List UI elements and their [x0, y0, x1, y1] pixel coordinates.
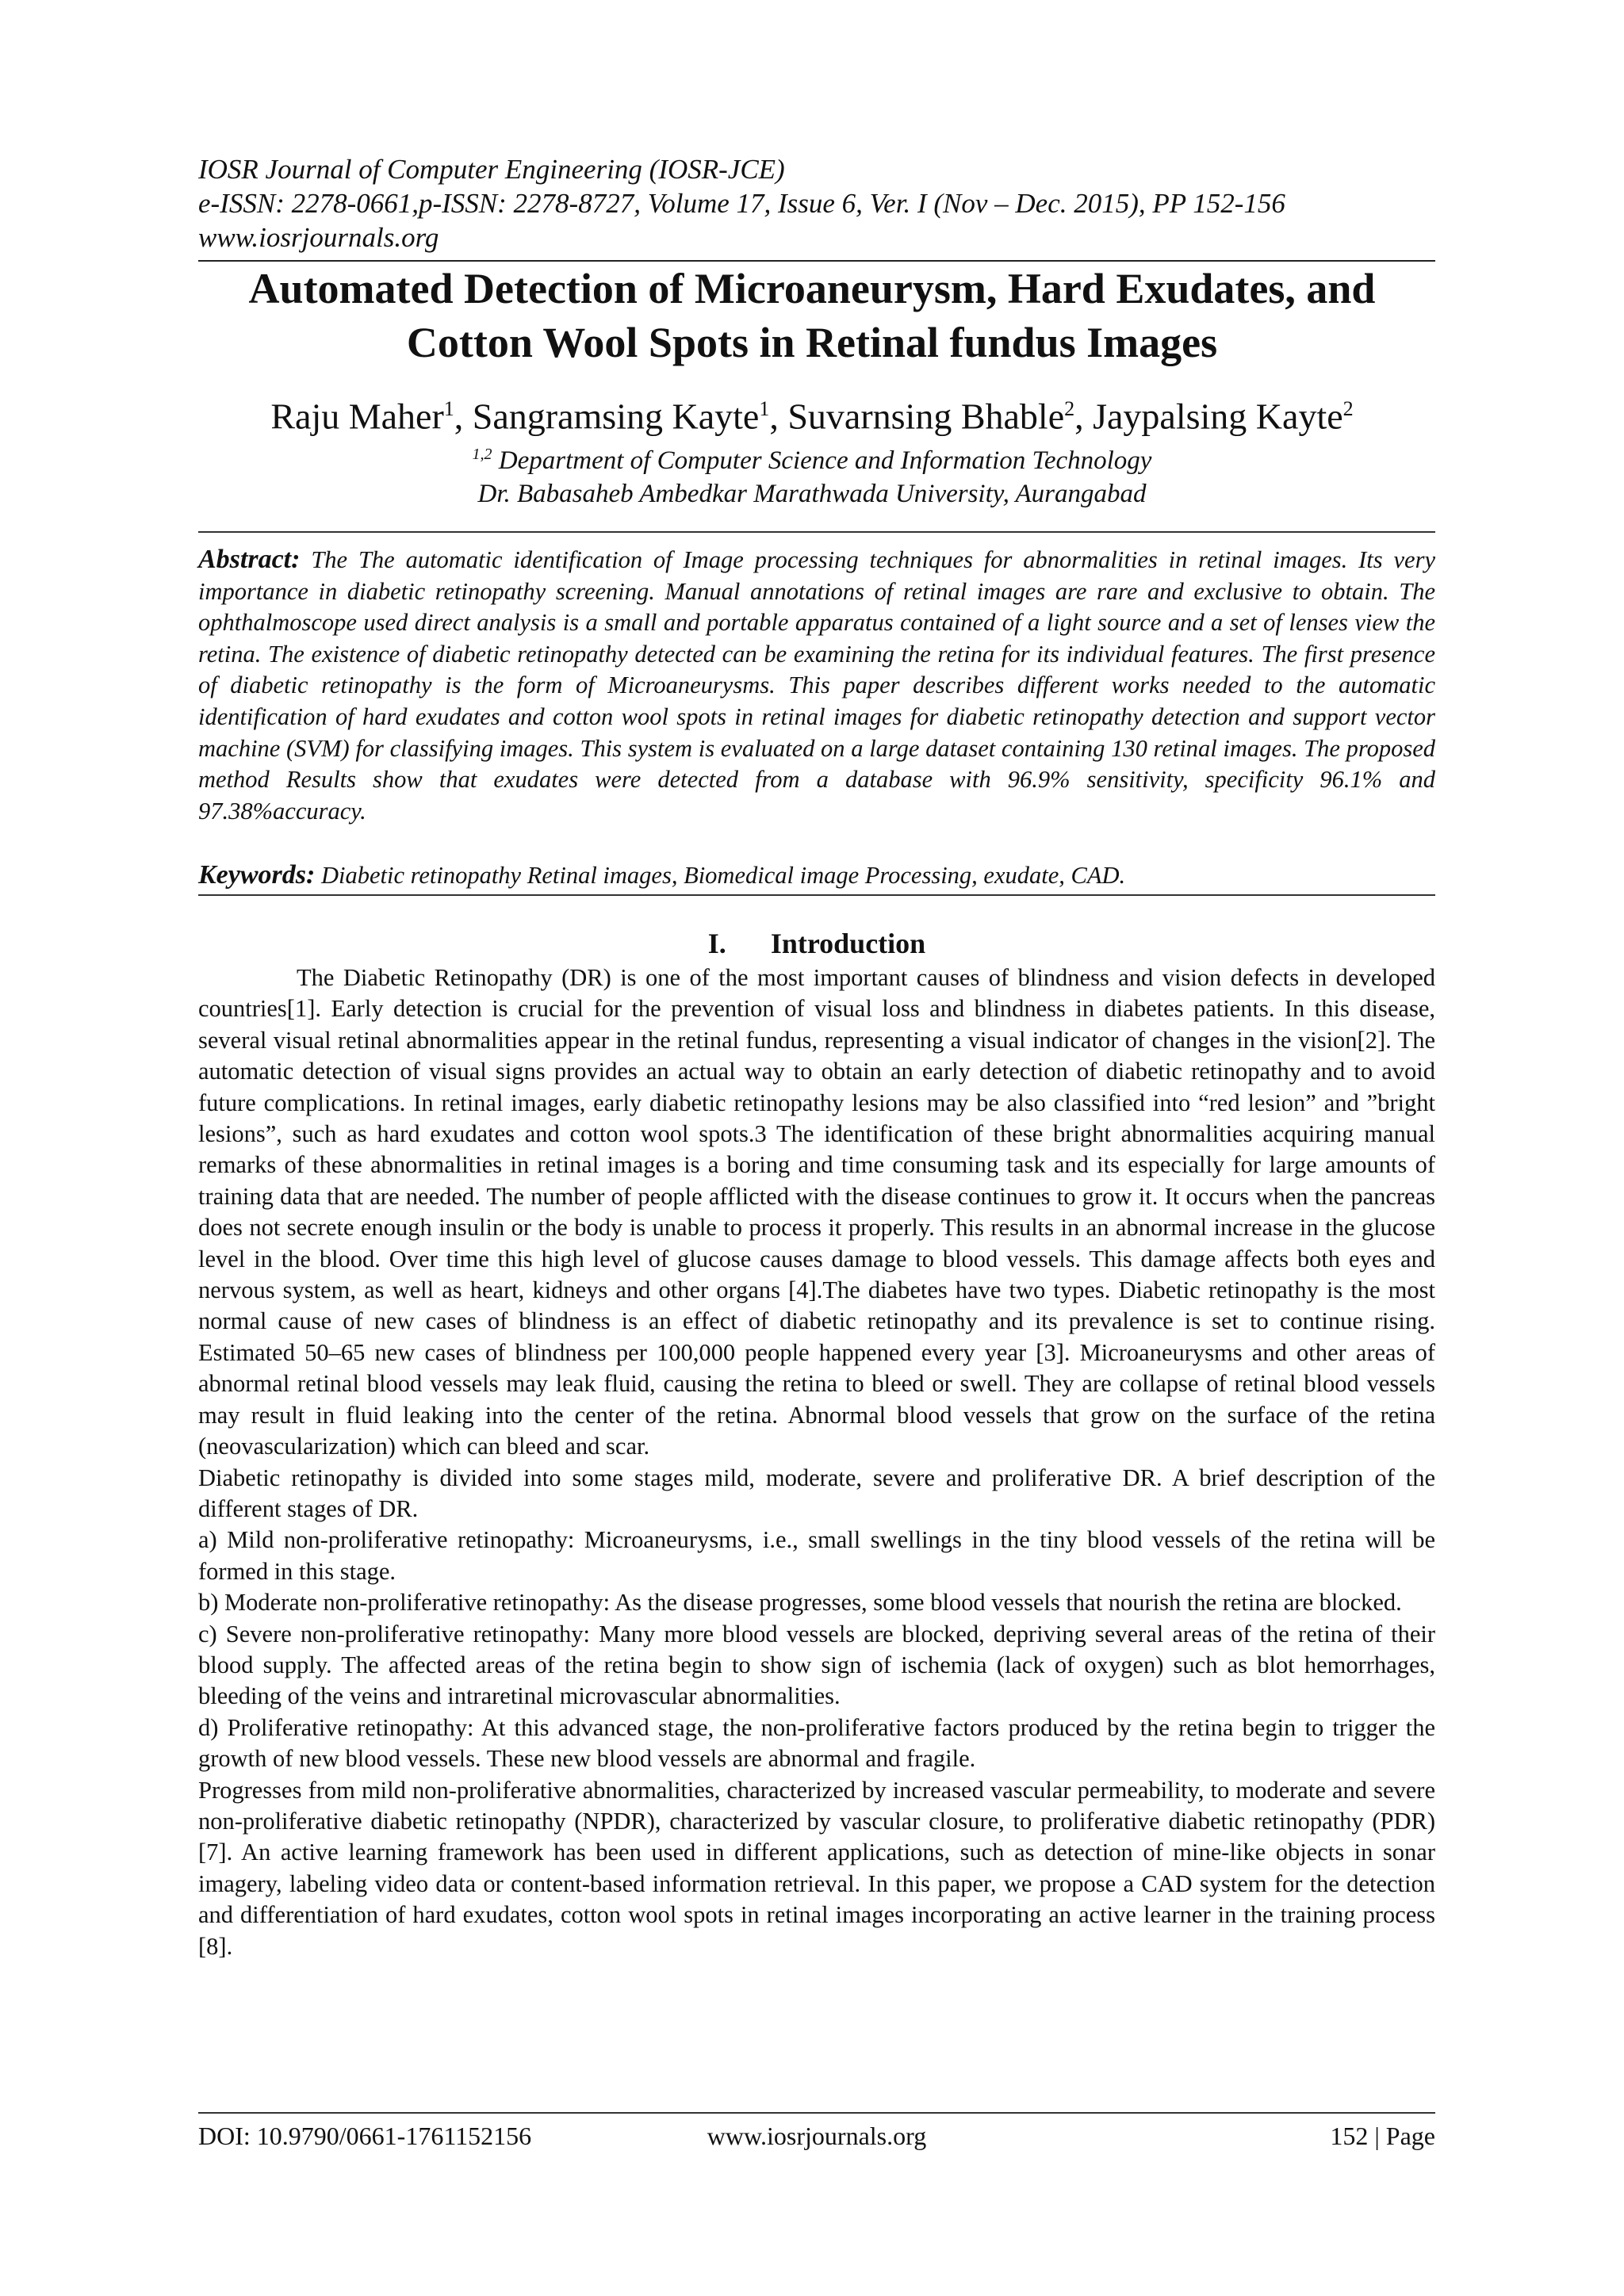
paragraph: The Diabetic Retinopathy (DR) is one of the most important causes of blindness and vision defects in developed countries[1]. Early detection is crucial for the prevention of visual loss and blindness in diabetes patients. In this disease, several visual retinal abnormalities appear in the retinal fundus, representing a visual indicator of changes in the vision[2]. The automatic detection of visual signs provides an actual way to obtain an early detection of diabetic retinopathy and to avoid future complications. In retinal images, early diabetic retinopathy lesions may be also classified into “red lesion” and ”bright lesions”, such as hard exudates and cotton wool spots.3 The identification of these bright abnormalities acquiring manual remarks of these abnormalities in retinal images is a boring and time consuming task and its especially for large amounts of training data that are needed. The number of people afflicted with the disease continues to grow it. It occurs when the pancreas does not secrete enough insulin or the body is unable to process it properly. This results in an abnormal increase in the glucose level in the blood. Over time this high level of glucose causes damage to blood vessels. This damage affects both eyes and nervous system, as well as heart, kidneys and other organs [4].The diabetes have two types. Diabetic retinopathy is the most normal cause of new cases of blindness is an effect of diabetic retinopathy and its prevalence is set to continue rising. Estimated 50–65 new cases of blindness per 100,000 people happened every year [3]. Microaneurysms and other areas of abnormal retinal blood vessels may leak fluid, causing the retina to bleed or swell. They are collapse of retinal blood vessels may result in fluid leaking into the center of the retina. Abnormal blood vessels that grow on the surface of the retina (neovascularization) which can bleed and scar.	[198, 964, 1435, 1460]
author-name: Raju Maher	[270, 396, 444, 437]
paper-title	[159, 262, 1465, 369]
section-title: Introduction	[770, 928, 926, 959]
keywords-text: Diabetic retinopathy Retinal images, Biomedical image Processing, exudate, CAD.	[320, 862, 1126, 889]
author-name: Suvarnsing Bhable	[787, 396, 1065, 437]
affiliation-university: Dr. Babasaheb Ambedkar Marathwada University, Aurangabad	[477, 480, 1147, 508]
abstract-text: The The automatic identification of Image processing techniques for abnormalities in retinal images. Its very importance in diabetic retinopathy screening. Manual annotations of retinal images are rare and exclusive to obtain. The ophthalmoscope used direct analysis is a small and portable apparatus contained of a light source and a set of lenses view the retina. The existence of diabetic retinopathy detected can be examining the retina for its individual features. The first presence of diabetic retinopathy is the form of Microaneurysms. This paper describes different works needed to the automatic identification of hard exudates and cotton wool spots in retinal images for diabetic retinopathy detection and support vector machine (SVM) for classifying images. This system is evaluated on a large dataset containing 130 retinal images. The proposed method Results show that exudates were detected from a database with 96.9% sensitivity, specificity 96.1% and 97.38%accuracy.	[198, 546, 1436, 825]
paragraph: d) Proliferative retinopathy: At this advanced stage, the non-proliferative factors produced by the retina begin to trigger the growth of new blood vessels. These new blood vessels are abnormal and fragile.	[198, 1713, 1435, 1773]
author-affiliation-mark: 1	[759, 397, 770, 420]
author-affiliation-mark: 2	[1342, 397, 1354, 420]
journal-name: IOSR Journal of Computer Engineering (IOSR-JCE)	[198, 154, 785, 185]
author-name: Sangramsing Kayte	[472, 396, 760, 437]
footer-rule	[198, 2112, 1435, 2114]
author-list	[159, 387, 1465, 438]
paragraph: Progresses from mild non-proliferative abnormalities, characterized by increased vascular permeability, to moderate and severe non-proliferative diabetic retinopathy (NPDR), characterized by vascular closure, to proliferative diabetic retinopathy (PDR) [7]. An active learning framework has been used in different applications, such as detection of mine-like objects in sonar imagery, labeling video data or content-based information retrieval. In this paper, we propose a CAD system for the detection and differentiation of hard exudates, cotton wool spots in retinal images incorporating an active learner in the training process [8].	[198, 1776, 1435, 1960]
affiliation	[159, 438, 1465, 511]
paragraph: a) Mild non-proliferative retinopathy: Microaneurysms, i.e., small swellings in the tiny blood vessels of the retina will be formed in this stage.	[198, 1526, 1435, 1585]
keywords-bottom-rule	[198, 894, 1435, 896]
abstract-top-rule	[198, 531, 1435, 533]
author-separator: ,	[769, 396, 788, 437]
keywords-label: Keywords:	[198, 860, 316, 890]
section-heading	[198, 926, 1435, 961]
journal-website: www.iosrjournals.org	[198, 222, 439, 253]
paragraph: Diabetic retinopathy is divided into some stages mild, moderate, severe and proliferative DR. A brief description of the different stages of DR.	[198, 1464, 1435, 1522]
author-name: Jaypalsing Kayte	[1093, 396, 1343, 437]
affiliation-mark: 1,2	[472, 446, 492, 463]
abstract	[198, 544, 1435, 827]
footer-website: www.iosrjournals.org	[707, 2122, 927, 2150]
author-affiliation-mark: 2	[1064, 397, 1075, 420]
title-line-2: Cotton Wool Spots in Retinal fundus Images	[406, 319, 1218, 366]
section-number: I.	[707, 928, 726, 959]
author-affiliation-mark: 1	[443, 397, 454, 420]
body-text	[198, 962, 1435, 1962]
journal-issn: e-ISSN: 2278-0661,p-ISSN: 2278-8727, Volume 17, Issue 6, Ver. I (Nov – Dec. 2015), PP 152-156	[198, 188, 1285, 219]
paragraph: c) Severe non-proliferative retinopathy: Many more blood vessels are blocked, depriving several areas of the retina of their blood supply. The affected areas of the retina begin to show sign of ischemia (lack of oxygen) such as blot hemorrhages, bleeding of the veins and intraretinal microvascular abnormalities.	[198, 1620, 1435, 1710]
title-line-1: Automated Detection of Microaneurysm, Hard Exudates, and	[248, 265, 1376, 312]
author-separator: ,	[1074, 396, 1094, 437]
abstract-label: Abstract:	[198, 545, 301, 574]
paragraph: b) Moderate non-proliferative retinopathy: As the disease progresses, some blood vessels that nourish the retina are blocked.	[198, 1589, 1402, 1617]
author-separator: ,	[454, 396, 473, 437]
footer-page-number: 152 | Page	[1330, 2122, 1435, 2150]
footer-doi: DOI: 10.9790/0661-1761152156	[198, 2122, 532, 2150]
keywords	[198, 859, 1435, 892]
journal-header	[198, 152, 1435, 254]
affiliation-department: Department of Computer Science and Information Technology	[492, 446, 1152, 475]
